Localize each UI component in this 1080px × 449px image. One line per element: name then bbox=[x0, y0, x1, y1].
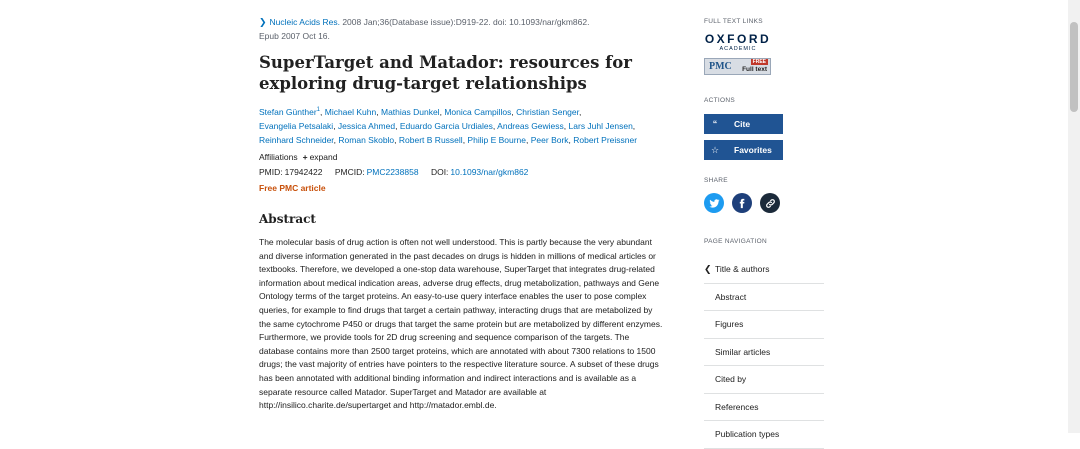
abstract-heading: Abstract bbox=[259, 212, 316, 226]
affiliations-toggle[interactable] bbox=[259, 152, 337, 162]
author-link[interactable]: Evangelia Petsalaki bbox=[259, 120, 334, 131]
copy-link-button[interactable] bbox=[760, 193, 780, 213]
page-scrollbar[interactable] bbox=[1068, 0, 1080, 433]
epub-date: Epub 2007 Oct 16. bbox=[259, 31, 330, 41]
affiliations-expand: expand bbox=[309, 152, 338, 162]
journal-link[interactable]: Nucleic Acids Res. bbox=[269, 17, 340, 27]
actions-heading: ACTIONS bbox=[704, 97, 735, 104]
author-link[interactable]: Monica Campillos bbox=[444, 106, 512, 117]
citation-details: 2008 Jan;36(Database issue):D919-22. doi: 10.1093/nar/gkm862. bbox=[342, 17, 590, 27]
free-pmc-badge: Free PMC article bbox=[259, 183, 326, 193]
nav-title-authors[interactable]: ❮ Title & authors bbox=[704, 256, 824, 284]
page-navigation bbox=[704, 256, 824, 449]
author-affiliation-sup[interactable]: 1 bbox=[316, 107, 320, 113]
twitter-share-button[interactable] bbox=[704, 193, 724, 213]
nav-cited-by[interactable]: Cited by bbox=[704, 366, 824, 394]
author-link[interactable]: Robert Preissner bbox=[573, 134, 638, 145]
pmid-value: 17942422 bbox=[284, 167, 323, 177]
cite-label: Cite bbox=[734, 119, 751, 129]
favorites-button[interactable] bbox=[704, 140, 783, 160]
link-icon bbox=[765, 198, 776, 209]
affiliations-label: Affiliations bbox=[259, 152, 298, 162]
twitter-icon bbox=[709, 198, 720, 209]
author-link[interactable]: Philip E Bourne bbox=[467, 134, 527, 145]
pmc-logo: PMC bbox=[709, 61, 732, 72]
nav-publication-types[interactable]: Publication types bbox=[704, 421, 824, 449]
page-title: SuperTarget and Matador: resources for exploring drug-target relationships bbox=[259, 53, 632, 93]
share-heading: SHARE bbox=[704, 177, 728, 184]
facebook-icon bbox=[737, 198, 747, 209]
doi-label: DOI: bbox=[430, 167, 449, 177]
author-link[interactable]: Mathias Dunkel bbox=[380, 106, 440, 117]
doi-link[interactable]: 10.1093/nar/gkm862 bbox=[450, 167, 529, 177]
author-link[interactable]: Jessica Ahmed bbox=[337, 120, 396, 131]
favorites-label: Favorites bbox=[734, 145, 772, 155]
quote-icon: “ bbox=[712, 119, 718, 129]
scrollbar-thumb[interactable] bbox=[1070, 22, 1078, 112]
pmid-label: PMID: bbox=[259, 167, 283, 177]
nav-figures[interactable]: Figures bbox=[704, 311, 824, 339]
nav-abstract[interactable]: Abstract bbox=[704, 284, 824, 312]
pmcid-label: PMCID: bbox=[334, 167, 365, 177]
author-link[interactable]: Peer Bork bbox=[530, 134, 569, 145]
author-link[interactable]: Andreas Gewiess bbox=[497, 120, 564, 131]
pmcid-link[interactable]: PMC2238858 bbox=[366, 167, 419, 177]
author-link[interactable]: Lars Juhl Jensen bbox=[568, 120, 633, 131]
author-link[interactable]: Eduardo Garcia Urdiales bbox=[399, 120, 493, 131]
nav-similar-articles[interactable]: Similar articles bbox=[704, 339, 824, 367]
academic-logo-text: ACADEMIC bbox=[719, 46, 757, 52]
plus-icon: + bbox=[302, 152, 308, 162]
citation bbox=[259, 15, 639, 43]
author-link[interactable]: Roman Skoblo bbox=[338, 134, 395, 145]
pmc-full-text-label: Full text bbox=[742, 66, 767, 73]
cite-button[interactable] bbox=[704, 114, 783, 134]
chevron-left-icon: ❮ bbox=[704, 263, 712, 274]
star-icon: ☆ bbox=[710, 144, 720, 155]
oxford-logo-text: OXFORD bbox=[704, 32, 772, 46]
author-link[interactable]: Reinhard Schneider bbox=[259, 134, 334, 145]
abstract-text: The molecular basis of drug action is often not well understood. This is partly because the very abundant and diverse information generated in the past decades on drugs is hidden in millions of medical articles or textbooks. Therefore, we developed a one-stop data warehouse, SuperTarget that integrates drug-related information about medical indication areas, adverse drug effects, drug metabolization, pathways and Gene Ontology terms of the target proteins. An easy-to-use query interface enables the user to pose complex queries, for example to find drugs that target a certain pathway, interacting drugs that are metabolized by the same cytochrome P450 or drugs that target the same protein but are metabolized by different enzymes. Furthermore, we provide tools for 2D drug screening and sequence comparison of the targets. The database contains more than 2500 target proteins, which are annotated with about 7300 relations to 1500 drugs; the vast majority of entries have pointers to the respective literature source. A subset of these drugs has been annotated with additional binding information and indirect interactions and is available as a separate resource called Matador. SuperTarget and Matador are available at http://insilico.charite.de/supertarget and http://matador.embl.de. bbox=[259, 237, 663, 411]
pmc-free-badge: FREE bbox=[752, 59, 766, 65]
share-buttons bbox=[704, 193, 780, 213]
article-ids bbox=[259, 167, 528, 177]
author-link[interactable]: Michael Kuhn bbox=[324, 106, 377, 117]
author-link[interactable]: Robert B Russell bbox=[398, 134, 463, 145]
author-link[interactable]: Christian Senger bbox=[516, 106, 579, 117]
full-text-links-heading: FULL TEXT LINKS bbox=[704, 18, 763, 25]
author-link[interactable]: Stefan Günther bbox=[259, 106, 317, 117]
facebook-share-button[interactable] bbox=[732, 193, 752, 213]
nav-references[interactable]: References bbox=[704, 394, 824, 422]
chevron-right-icon: ❯ bbox=[259, 17, 267, 27]
oxford-academic-link[interactable] bbox=[704, 33, 772, 53]
pmc-full-text-link[interactable] bbox=[704, 58, 771, 75]
page-navigation-heading: PAGE NAVIGATION bbox=[704, 238, 768, 245]
author-list: Stefan Günther$^1$, Michael Kuhn, Mathias Dunkel, Monica Campillos, Christian Senger, Evangelia Petsalaki, Jessica Ahmed, Eduardo Garcia Urdiales, Andreas Gewiess, Lars Juhl Jensen, Reinhard Schneider, Roman Skoblo, Robert B Russell, Philip E Bourne, Peer Bork, Robert Preissner bbox=[259, 106, 638, 145]
